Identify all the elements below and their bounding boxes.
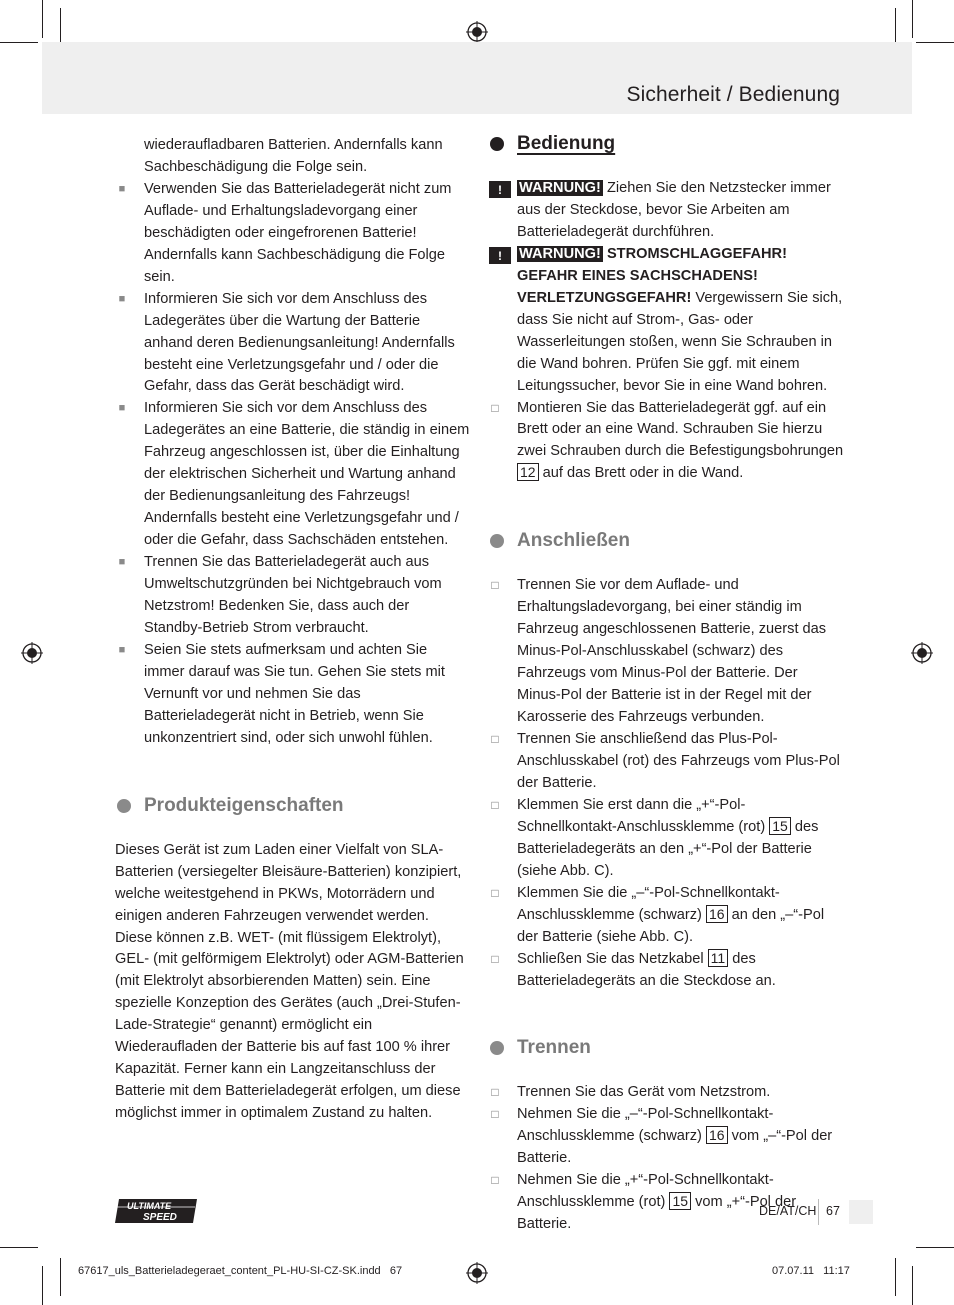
heading-dot-icon bbox=[490, 1041, 504, 1055]
warning-block: ! WARNUNG! Ziehen Sie den Netzstecker immer aus der Steckdose, bevor Sie Arbeiten am Batterieladegerät durchführen. bbox=[488, 178, 844, 244]
square-bullet-icon: ■ bbox=[118, 402, 126, 415]
crop-mark bbox=[42, 0, 43, 38]
crop-mark bbox=[42, 1266, 43, 1305]
square-bullet-icon: ■ bbox=[118, 643, 126, 656]
part-reference: 15 bbox=[769, 817, 791, 835]
list-item: □ Klemmen Sie erst dann die „+“-Pol-Schnellkontakt-Anschlussklemme (rot) 15 des Batterieladegeräts an den „+“-Pol der Batterie (siehe Abb. C). bbox=[488, 795, 844, 883]
warning-triangle-icon: ! bbox=[489, 181, 511, 198]
list-item: ■ Seien Sie stets aufmerksam und achten Sie immer darauf was Sie tun. Gehen Sie stets mit Vernunft vor und nehmen Sie das Batterieladegerät nicht in Betrieb, wenn Sie unkonzentriert sind, oder sich unwohl fühlen. bbox=[115, 640, 470, 750]
registration-mark-icon bbox=[466, 21, 488, 43]
crop-mark bbox=[912, 1266, 913, 1305]
crop-mark bbox=[60, 8, 61, 46]
crop-mark bbox=[912, 0, 913, 38]
registration-mark-icon bbox=[911, 642, 933, 664]
section-heading-bedienung: Bedienung bbox=[488, 132, 844, 156]
intro-text: wiederaufladbaren Batterien. Andernfalls kann Sachbeschädigung die Folge sein. bbox=[144, 137, 443, 175]
heading-dot-icon bbox=[117, 799, 131, 813]
crop-mark bbox=[0, 1247, 38, 1248]
list-item: □ Trennen Sie vor dem Auflade- und Erhaltungsladevorgang, bei einer ständig im Fahrzeug angeschlossenen Batterie, zuerst das Minus-Pol-Anschlusskabel (schwarz) des Fahrzeugs vom Minus-Pol der Batterie. Der Minus-Pol der Batterie ist in der Regel mit der Karosserie des Fahrzeugs verbunden. bbox=[488, 575, 844, 729]
right-column bbox=[488, 132, 844, 1236]
left-column bbox=[115, 135, 470, 1125]
list-item: ■ Verwenden Sie das Batterieladegerät nicht zum Auflade- und Erhaltungsladevorgang einer beschädigten oder eingefrorenen Batterie! Andernfalls kann Sachbeschädigung die Folge sein. bbox=[115, 179, 470, 289]
checkbox-bullet-icon: □ bbox=[491, 885, 499, 900]
warning-badge: WARNUNG! bbox=[519, 180, 601, 196]
checkbox-bullet-icon: □ bbox=[491, 1107, 499, 1122]
print-slug-date: 07.07.11 11:17 bbox=[772, 1265, 850, 1277]
list-item: ■ Informieren Sie sich vor dem Anschluss des Ladegerätes über die Wartung der Batterie anhand deren Bedienungsanleitung! Andernfalls besteht eine Verletzungsgefahr und / oder die Gefahr, dass das Gerät beschädigt wird. bbox=[115, 289, 470, 399]
list-item: □ Trennen Sie das Gerät vom Netzstrom. bbox=[488, 1082, 844, 1104]
list-item: □ Schließen Sie das Netzkabel 11 des Batterieladegeräts an die Steckdose an. bbox=[488, 949, 844, 993]
checkbox-bullet-icon: □ bbox=[491, 1085, 499, 1100]
heading-dot-icon bbox=[490, 137, 504, 151]
square-bullet-icon: ■ bbox=[118, 556, 126, 569]
print-slug-file: 67617_uls_Batterieladegeraet_content_PL-HU-SI-CZ-SK.indd 67 bbox=[78, 1265, 403, 1277]
list-item: ■ Trennen Sie das Batterieladegerät auch aus Umweltschutzgründen bei Nichtgebrauch vom Netzstrom! Bedenken Sie, dass auch der Standby-Betrieb Strom verbraucht. bbox=[115, 552, 470, 640]
registration-mark-icon bbox=[466, 1262, 488, 1284]
logo-line1: ULTIMATE bbox=[127, 1201, 172, 1211]
crop-mark bbox=[0, 42, 38, 43]
checkbox-bullet-icon: □ bbox=[491, 1173, 499, 1188]
list-item: □ Trennen Sie anschließend das Plus-Pol-Anschlusskabel (rot) des Fahrzeugs vom Plus-Pol der Batterie. bbox=[488, 729, 844, 795]
page-tab bbox=[849, 1200, 873, 1224]
page-title: Sicherheit / Bedienung bbox=[626, 83, 840, 106]
warning-badge: WARNUNG! bbox=[519, 245, 601, 262]
checkbox-bullet-icon: □ bbox=[491, 797, 499, 812]
part-reference: 12 bbox=[517, 463, 539, 481]
crop-mark bbox=[916, 1247, 954, 1248]
checkbox-bullet-icon: □ bbox=[491, 578, 499, 593]
list-item: □ Montieren Sie das Batterieladegerät ggf. auf ein Brett oder an eine Wand. Schrauben Sie hierzu zwei Schrauben durch die Befestigungsbohrungen 12 auf das Brett oder in die Wand. bbox=[488, 398, 844, 486]
checkbox-bullet-icon: □ bbox=[491, 951, 499, 966]
section-heading-anschliessen: Anschließen bbox=[488, 529, 844, 553]
heading-dot-icon bbox=[490, 534, 504, 548]
footer-separator bbox=[818, 1199, 819, 1225]
crop-mark bbox=[916, 42, 954, 43]
square-bullet-icon: ■ bbox=[118, 182, 126, 195]
checkbox-bullet-icon: □ bbox=[491, 400, 499, 415]
warning-triangle-icon: ! bbox=[489, 247, 511, 264]
list-item: □ Nehmen Sie die „–“-Pol-Schnellkontakt-Anschlussklemme (schwarz) 16 vom „–“-Pol der Batterie. bbox=[488, 1104, 844, 1170]
part-reference: 11 bbox=[708, 949, 729, 967]
list-item: □ Nehmen Sie die „+“-Pol-Schnellkontakt-Anschlussklemme (rot) 15 vom „+“-Pol der Batterie. bbox=[488, 1170, 844, 1236]
ultimate-speed-logo bbox=[113, 1197, 201, 1225]
checkbox-bullet-icon: □ bbox=[491, 732, 499, 747]
crop-mark bbox=[895, 8, 896, 46]
list-item: ■ Informieren Sie sich vor dem Anschluss des Ladegerätes an eine Batterie, die ständig in einem Fahrzeug angeschlossen ist, über die Einhaltung der elektrischen Sicherheit und Wartung anhand der Bedienungsanleitung des Fahrzeugs! Andernfalls besteht eine Verletzungsgefahr und / oder die Gefahr, dass Sachschäden entstehen. bbox=[115, 398, 470, 552]
square-bullet-icon: ■ bbox=[118, 292, 126, 305]
locale-label: DE/AT/CH bbox=[759, 1204, 817, 1218]
part-reference: 15 bbox=[669, 1192, 691, 1210]
produkt-text: Dieses Gerät ist zum Laden einer Vielfalt von SLA-Batterien (versiegelter Bleisäure-Batterien) konzipiert, welche weitestgehend in PKWs, Motorrädern und einigen anderen Fahrzeugen verwendet werden. Diese können z.B. WET- (mit flüssigem Elektrolyt), GEL- (mit gelförmigem Elektrolyt) oder AGM-Batterien (mit Elektrolyt absorbierenden Matten) sein. Eine spezielle Konzeption des Gerätes (auch „Drei-Stufen-Lade-Strategie“ genannt) ermöglicht ein Wiederaufladen der Batterie bis auf fast 100 % ihrer Kapazität. Ferner kann ein Langzeitanschluss der Batterie mit dem Batterieladegerät erfolgen, um diese möglichst immer in optimalem Zustand zu halten. bbox=[115, 841, 464, 1122]
page-number: 67 bbox=[826, 1204, 840, 1218]
part-reference: 16 bbox=[706, 1126, 728, 1144]
crop-mark bbox=[895, 1258, 896, 1296]
logo-line2: SPEED bbox=[143, 1212, 177, 1223]
list-item: □ Klemmen Sie die „–“-Pol-Schnellkontakt-Anschlussklemme (schwarz) 16 an den „–“-Pol der Batterie (siehe Abb. C). bbox=[488, 883, 844, 949]
section-heading-trennen: Trennen bbox=[488, 1036, 844, 1060]
registration-mark-icon bbox=[21, 642, 43, 664]
crop-mark bbox=[60, 1258, 61, 1296]
warning-block: ! WARNUNG! STROMSCHLAGGEFAHR! GEFAHR EINES SACHSCHADENS! VERLETZUNGSGEFAHR! Vergewissern Sie sich, dass Sie nicht auf Strom-, Gas- oder Wasserleitungen stoßen, wenn Sie Schrauben in die Wand bohren. Prüfen Sie ggf. mit einem Leitungssucher, bevor Sie in eine Wand bohren. bbox=[488, 244, 844, 398]
part-reference: 16 bbox=[706, 905, 728, 923]
section-heading-produkteigenschaften: Produkteigenschaften bbox=[115, 794, 470, 818]
